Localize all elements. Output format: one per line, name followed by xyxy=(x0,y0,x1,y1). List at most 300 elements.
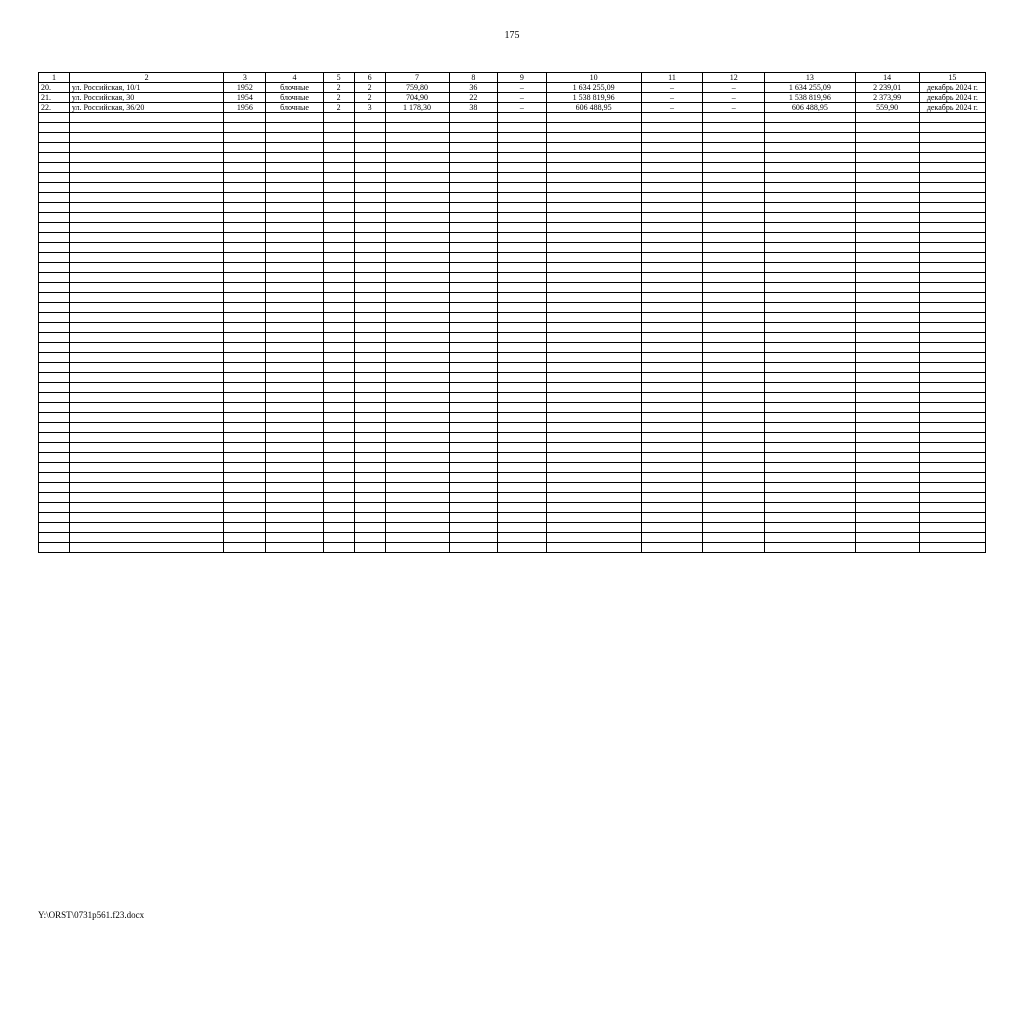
table-row xyxy=(39,203,986,213)
table-cell xyxy=(266,373,323,383)
table-cell xyxy=(546,453,641,463)
table-cell xyxy=(385,173,449,183)
table-cell xyxy=(323,163,354,173)
table-cell xyxy=(703,313,765,323)
table-cell xyxy=(266,443,323,453)
table-cell xyxy=(855,323,919,333)
table-cell xyxy=(39,353,70,363)
table-row xyxy=(39,83,986,93)
table-cell xyxy=(354,443,385,453)
table-cell xyxy=(39,503,70,513)
table-cell xyxy=(449,293,498,303)
table-cell xyxy=(323,523,354,533)
table-cell: – xyxy=(703,83,765,93)
table-cell xyxy=(498,463,547,473)
table-cell xyxy=(69,313,224,323)
table-cell xyxy=(641,473,703,483)
table-cell xyxy=(703,133,765,143)
table-cell: 36 xyxy=(449,83,498,93)
table-cell: 22 xyxy=(449,93,498,103)
table-cell xyxy=(546,223,641,233)
table-cell xyxy=(919,173,985,183)
table-cell xyxy=(855,253,919,263)
table-cell xyxy=(39,543,70,553)
table-cell: 2 xyxy=(323,83,354,93)
table-cell xyxy=(765,223,856,233)
table-cell xyxy=(323,363,354,373)
table-cell xyxy=(449,263,498,273)
table-cell xyxy=(323,453,354,463)
table-cell xyxy=(498,453,547,463)
table-row xyxy=(39,443,986,453)
table-cell xyxy=(385,403,449,413)
table-cell xyxy=(919,233,985,243)
table-cell xyxy=(546,483,641,493)
table-cell xyxy=(703,423,765,433)
table-cell xyxy=(498,443,547,453)
column-number-cell: 10 xyxy=(546,73,641,83)
table-cell xyxy=(69,453,224,463)
table-cell xyxy=(546,133,641,143)
table-cell xyxy=(69,303,224,313)
table-cell xyxy=(266,503,323,513)
table-cell xyxy=(919,183,985,193)
table-cell xyxy=(354,393,385,403)
table-cell xyxy=(765,403,856,413)
table-cell xyxy=(449,313,498,323)
table-cell xyxy=(765,303,856,313)
table-cell xyxy=(39,443,70,453)
table-cell xyxy=(765,393,856,403)
table-cell xyxy=(224,483,266,493)
table-cell xyxy=(39,243,70,253)
table-row xyxy=(39,513,986,523)
table-cell xyxy=(641,173,703,183)
table-cell xyxy=(641,543,703,553)
table-cell xyxy=(323,493,354,503)
table-cell xyxy=(354,113,385,123)
table-cell xyxy=(855,483,919,493)
table-cell xyxy=(855,183,919,193)
table-cell xyxy=(546,333,641,343)
table-cell: – xyxy=(498,83,547,93)
table-cell xyxy=(703,143,765,153)
table-cell xyxy=(919,333,985,343)
table-cell xyxy=(498,333,547,343)
table-cell xyxy=(498,383,547,393)
table-cell xyxy=(546,463,641,473)
table-cell xyxy=(855,373,919,383)
table-cell xyxy=(266,273,323,283)
table-row xyxy=(39,393,986,403)
table-cell xyxy=(323,183,354,193)
table-cell xyxy=(546,353,641,363)
table-cell xyxy=(765,373,856,383)
table-cell xyxy=(39,373,70,383)
table-cell xyxy=(69,123,224,133)
table-cell xyxy=(703,173,765,183)
table-cell xyxy=(354,473,385,483)
table-cell: декабрь 2024 г. xyxy=(919,83,985,93)
table-cell xyxy=(39,283,70,293)
table-cell xyxy=(919,213,985,223)
table-cell xyxy=(919,263,985,273)
table-cell xyxy=(546,373,641,383)
table-cell xyxy=(323,343,354,353)
table-cell: блочные xyxy=(266,93,323,103)
table-cell xyxy=(449,213,498,223)
table-cell xyxy=(919,153,985,163)
table-cell xyxy=(323,213,354,223)
table-cell xyxy=(69,423,224,433)
table-cell xyxy=(641,203,703,213)
table-cell xyxy=(39,333,70,343)
table-cell xyxy=(855,313,919,323)
table-cell xyxy=(546,163,641,173)
table-cell xyxy=(703,163,765,173)
table-cell xyxy=(224,373,266,383)
table-cell xyxy=(919,413,985,423)
table-cell xyxy=(765,183,856,193)
table-cell xyxy=(765,143,856,153)
table-cell xyxy=(703,353,765,363)
table-cell xyxy=(354,533,385,543)
table-cell xyxy=(385,323,449,333)
table-cell xyxy=(765,193,856,203)
table-cell xyxy=(546,433,641,443)
table-cell xyxy=(765,263,856,273)
table-cell xyxy=(546,513,641,523)
table-cell xyxy=(498,123,547,133)
table-cell xyxy=(266,363,323,373)
table-cell xyxy=(855,283,919,293)
table-cell xyxy=(703,193,765,203)
table-cell xyxy=(354,333,385,343)
table-cell: 38 xyxy=(449,103,498,113)
table-cell xyxy=(385,193,449,203)
table-row xyxy=(39,123,986,133)
table-cell: ул. Российская, 10/1 xyxy=(69,83,224,93)
table-cell xyxy=(39,423,70,433)
table-row xyxy=(39,533,986,543)
table-cell xyxy=(703,113,765,123)
table-cell xyxy=(765,353,856,363)
table-cell xyxy=(266,203,323,213)
table-cell xyxy=(546,203,641,213)
table-cell xyxy=(498,323,547,333)
table-cell xyxy=(354,233,385,243)
table-cell xyxy=(449,423,498,433)
table-cell: 20. xyxy=(39,83,70,93)
table-cell xyxy=(546,473,641,483)
column-number-cell: 2 xyxy=(69,73,224,83)
table-cell xyxy=(641,183,703,193)
table-cell xyxy=(855,273,919,283)
table-cell xyxy=(354,453,385,463)
table-cell: 606 488,95 xyxy=(546,103,641,113)
table-cell xyxy=(323,153,354,163)
table-cell xyxy=(39,173,70,183)
table-cell xyxy=(224,523,266,533)
table-cell xyxy=(855,303,919,313)
table-cell xyxy=(765,383,856,393)
table-cell xyxy=(855,133,919,143)
table-row xyxy=(39,353,986,363)
table-cell xyxy=(266,343,323,353)
table-cell xyxy=(323,273,354,283)
table-cell xyxy=(69,373,224,383)
table-cell xyxy=(498,153,547,163)
table-cell xyxy=(385,253,449,263)
table-cell xyxy=(385,443,449,453)
table-cell xyxy=(498,193,547,203)
table-cell xyxy=(224,273,266,283)
table-cell xyxy=(449,443,498,453)
table-cell xyxy=(855,443,919,453)
table-cell xyxy=(354,363,385,373)
table-cell xyxy=(498,483,547,493)
table-cell xyxy=(354,383,385,393)
table-cell xyxy=(39,483,70,493)
column-number-cell: 11 xyxy=(641,73,703,83)
table-cell: 21. xyxy=(39,93,70,103)
table-cell xyxy=(641,333,703,343)
table-cell xyxy=(641,503,703,513)
table-cell xyxy=(354,313,385,323)
table-cell xyxy=(224,463,266,473)
table-cell xyxy=(498,293,547,303)
table-cell xyxy=(385,433,449,443)
table-cell: – xyxy=(703,103,765,113)
table-cell xyxy=(323,293,354,303)
table-cell xyxy=(641,533,703,543)
table-cell xyxy=(39,153,70,163)
table-cell xyxy=(855,543,919,553)
table-cell xyxy=(855,503,919,513)
table-cell xyxy=(266,163,323,173)
table-cell xyxy=(703,323,765,333)
table-cell xyxy=(354,463,385,473)
table-cell xyxy=(385,413,449,423)
table-cell xyxy=(546,263,641,273)
table-row xyxy=(39,293,986,303)
table-cell xyxy=(39,343,70,353)
table-cell xyxy=(69,433,224,443)
table-cell xyxy=(224,183,266,193)
table-cell xyxy=(323,133,354,143)
table-cell xyxy=(323,283,354,293)
table-cell xyxy=(703,473,765,483)
table-cell xyxy=(498,533,547,543)
table-cell: – xyxy=(641,103,703,113)
table-cell xyxy=(69,363,224,373)
table-cell xyxy=(641,463,703,473)
table-cell xyxy=(703,283,765,293)
table-cell xyxy=(919,293,985,303)
table-cell xyxy=(385,243,449,253)
table-cell xyxy=(39,213,70,223)
table-cell xyxy=(641,513,703,523)
table-cell xyxy=(385,133,449,143)
table-cell xyxy=(354,133,385,143)
table-cell xyxy=(224,173,266,183)
table-cell xyxy=(39,433,70,443)
table-cell xyxy=(498,243,547,253)
table-cell xyxy=(546,443,641,453)
table-cell xyxy=(546,543,641,553)
table-cell xyxy=(498,413,547,423)
table-cell xyxy=(765,483,856,493)
column-number-cell: 4 xyxy=(266,73,323,83)
table-cell xyxy=(498,543,547,553)
table-row xyxy=(39,373,986,383)
table-cell: 2 xyxy=(354,93,385,103)
table-cell xyxy=(919,443,985,453)
table-row xyxy=(39,283,986,293)
table-cell xyxy=(39,123,70,133)
table-cell xyxy=(224,313,266,323)
table-cell xyxy=(641,163,703,173)
table-cell xyxy=(385,343,449,353)
table-cell xyxy=(641,263,703,273)
table-cell xyxy=(69,473,224,483)
table-cell xyxy=(69,493,224,503)
table-cell xyxy=(385,153,449,163)
table-cell xyxy=(703,243,765,253)
table-cell xyxy=(39,133,70,143)
table-cell xyxy=(641,523,703,533)
table-cell xyxy=(449,403,498,413)
table-cell: 1 634 255,09 xyxy=(765,83,856,93)
table-cell xyxy=(323,243,354,253)
table-row xyxy=(39,233,986,243)
table-cell xyxy=(855,293,919,303)
table-cell xyxy=(919,303,985,313)
table-cell xyxy=(449,283,498,293)
table-cell xyxy=(855,123,919,133)
table-cell xyxy=(641,433,703,443)
table-cell xyxy=(69,483,224,493)
table-cell xyxy=(385,423,449,433)
table-cell xyxy=(385,523,449,533)
table-row xyxy=(39,413,986,423)
table-cell xyxy=(703,233,765,243)
table-cell xyxy=(919,473,985,483)
table-cell xyxy=(703,533,765,543)
table-cell xyxy=(354,543,385,553)
table-cell xyxy=(266,533,323,543)
table-cell xyxy=(449,373,498,383)
table-cell xyxy=(69,153,224,163)
table-cell xyxy=(266,253,323,263)
table-cell xyxy=(641,193,703,203)
table-row xyxy=(39,103,986,113)
table-cell xyxy=(703,373,765,383)
table-cell xyxy=(919,283,985,293)
table-cell xyxy=(641,123,703,133)
table-cell xyxy=(641,233,703,243)
table-cell xyxy=(39,463,70,473)
table-cell xyxy=(69,203,224,213)
table-cell xyxy=(354,503,385,513)
table-cell xyxy=(224,233,266,243)
table-cell: 704,90 xyxy=(385,93,449,103)
table-cell xyxy=(919,383,985,393)
table-cell xyxy=(69,333,224,343)
table-cell xyxy=(224,433,266,443)
table-cell xyxy=(641,213,703,223)
table-cell xyxy=(69,463,224,473)
table-cell xyxy=(354,193,385,203)
table-cell: ул. Российская, 30 xyxy=(69,93,224,103)
table-row xyxy=(39,493,986,503)
table-cell xyxy=(323,143,354,153)
table-cell xyxy=(354,203,385,213)
table-cell xyxy=(323,173,354,183)
table-cell xyxy=(641,143,703,153)
table-cell xyxy=(354,403,385,413)
table-cell xyxy=(224,343,266,353)
table-row xyxy=(39,333,986,343)
table-cell xyxy=(498,273,547,283)
table-cell: 2 xyxy=(323,103,354,113)
table-cell xyxy=(855,143,919,153)
table-cell: 1 178,30 xyxy=(385,103,449,113)
table-cell xyxy=(765,153,856,163)
table-cell xyxy=(266,433,323,443)
table-cell xyxy=(765,233,856,243)
table-cell xyxy=(546,213,641,223)
table-cell xyxy=(449,483,498,493)
table-cell xyxy=(855,453,919,463)
table-cell xyxy=(546,283,641,293)
table-cell xyxy=(69,173,224,183)
table-cell xyxy=(224,153,266,163)
table-cell xyxy=(69,233,224,243)
table-cell xyxy=(641,383,703,393)
table-cell xyxy=(546,293,641,303)
table-cell xyxy=(224,213,266,223)
table-cell xyxy=(919,403,985,413)
table-cell xyxy=(765,473,856,483)
table-cell: 1 538 819,96 xyxy=(765,93,856,103)
column-number-cell: 14 xyxy=(855,73,919,83)
table-cell xyxy=(449,503,498,513)
table-cell xyxy=(703,343,765,353)
table-cell xyxy=(855,433,919,443)
table-cell xyxy=(323,433,354,443)
table-cell xyxy=(39,203,70,213)
table-cell xyxy=(39,523,70,533)
table-cell xyxy=(498,203,547,213)
table-cell xyxy=(546,273,641,283)
table-cell xyxy=(354,343,385,353)
table-cell xyxy=(855,153,919,163)
table-cell xyxy=(69,383,224,393)
table-row xyxy=(39,303,986,313)
table-cell xyxy=(641,243,703,253)
table-row xyxy=(39,363,986,373)
table-cell xyxy=(919,243,985,253)
table-cell xyxy=(703,153,765,163)
table-cell xyxy=(449,513,498,523)
table-cell xyxy=(323,413,354,423)
column-number-cell: 12 xyxy=(703,73,765,83)
table-cell xyxy=(323,533,354,543)
table-cell: – xyxy=(703,93,765,103)
table-cell xyxy=(224,133,266,143)
table-cell xyxy=(266,523,323,533)
